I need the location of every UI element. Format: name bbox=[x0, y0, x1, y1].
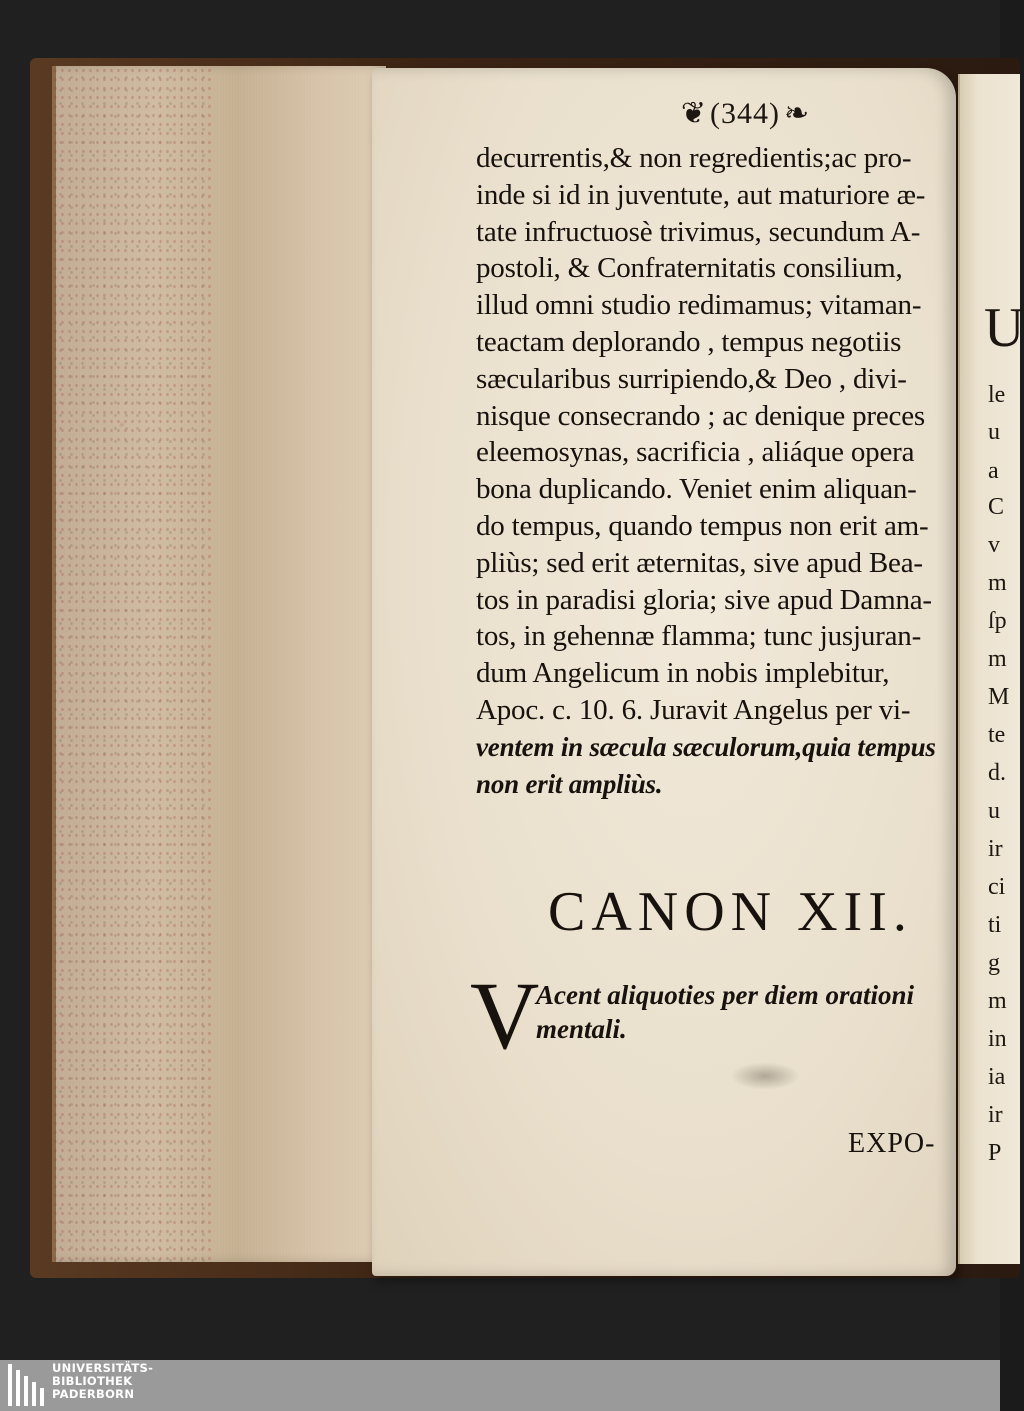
text-line: dum Angelicum in nobis implebitur, bbox=[476, 657, 890, 690]
text-line: ventem in sæcula sæculorum,quia tempus bbox=[476, 731, 936, 762]
text-line: inde si id in juventute, aut maturiore æ- bbox=[476, 178, 926, 211]
drop-cap: V bbox=[470, 962, 540, 1069]
facing-fragment: u bbox=[988, 419, 1000, 445]
canon-text-line: Acent aliquoties per diem orationi bbox=[536, 980, 915, 1010]
logo-line: BIBLIOTHEK bbox=[52, 1374, 133, 1388]
text-line: do tempus, quando tempus non erit am- bbox=[476, 509, 929, 542]
facing-fragment: a bbox=[988, 458, 999, 484]
facing-fragment: m bbox=[988, 570, 1007, 596]
text-line: postoli, & Confraternitatis consilium, bbox=[476, 252, 903, 285]
text-line: tate infructuosè trivimus, secundum A- bbox=[476, 215, 921, 248]
text-line: eleemosynas, sacrificia , aliáque opera bbox=[476, 436, 915, 469]
facing-fragment: ia bbox=[988, 1064, 1006, 1090]
text-line: illud omni studio redimamus; vitaman- bbox=[476, 289, 922, 322]
facing-fragment: v bbox=[988, 532, 1000, 558]
facing-fragment: d. bbox=[988, 760, 1006, 786]
page-number: (344) bbox=[710, 97, 780, 130]
facing-fragment: M bbox=[988, 684, 1010, 710]
facing-page bbox=[958, 74, 1024, 1264]
section-heading: CANON XII. bbox=[548, 881, 913, 943]
ink-stain bbox=[730, 1062, 800, 1090]
facing-fragment: in bbox=[988, 1026, 1007, 1052]
facing-fragment: m bbox=[988, 646, 1007, 672]
text-line: Apoc. c. 10. 6. Juravit Angelus per vi- bbox=[476, 693, 911, 726]
canon-text-line: mentali. bbox=[536, 1014, 627, 1044]
facing-fragment: ir bbox=[988, 836, 1003, 862]
facing-fragment: m bbox=[988, 988, 1007, 1014]
text-line: sæcularibus surripiendo,& Deo , divi- bbox=[476, 362, 907, 395]
text-line: bona duplicando. Veniet enim aliquan- bbox=[476, 473, 917, 506]
facing-fragment: u bbox=[988, 798, 1000, 824]
text-line: nisque consecrando ; ac denique preces bbox=[476, 399, 925, 432]
library-logo-text bbox=[52, 1362, 153, 1401]
fleuron-left-icon: ❦ bbox=[680, 96, 706, 131]
catchword: EXPO- bbox=[848, 1128, 936, 1159]
logo-line: UNIVERSITÄTS- bbox=[52, 1361, 154, 1375]
body-text bbox=[476, 140, 962, 802]
text-line: pliùs; sed erit æternitas, sive apud Bea- bbox=[476, 546, 923, 579]
sprinkled-edge bbox=[52, 66, 212, 1262]
text-line: tos in paradisi gloria; sive apud Damna- bbox=[476, 583, 932, 616]
text-line: non erit ampliùs. bbox=[476, 768, 663, 799]
fleuron-right-icon: ❧ bbox=[783, 96, 810, 131]
page-header bbox=[650, 92, 840, 136]
facing-fragment: ir bbox=[988, 1102, 1003, 1128]
logo-line: PADERBORN bbox=[52, 1387, 135, 1401]
library-logo-icon bbox=[8, 1364, 44, 1406]
text-line: tos, in gehennæ flamma; tunc jusjuran- bbox=[476, 620, 922, 653]
facing-fragment: te bbox=[988, 722, 1006, 748]
text-line: decurrentis,& non regredientis;ac pro- bbox=[476, 142, 912, 174]
facing-fragment: ſp bbox=[988, 608, 1007, 634]
text-line: teactam deplorando , tempus negotiis bbox=[476, 325, 902, 358]
facing-fragment: ci bbox=[988, 874, 1006, 900]
facing-fragment: P bbox=[988, 1140, 1002, 1166]
facing-fragment: le bbox=[988, 382, 1006, 408]
facing-fragment: C bbox=[988, 494, 1005, 520]
facing-fragment: ti bbox=[988, 912, 1002, 938]
canon-text bbox=[536, 978, 914, 1046]
facing-fragment: g bbox=[988, 950, 1000, 976]
facing-drop-cap: U bbox=[984, 297, 1024, 359]
